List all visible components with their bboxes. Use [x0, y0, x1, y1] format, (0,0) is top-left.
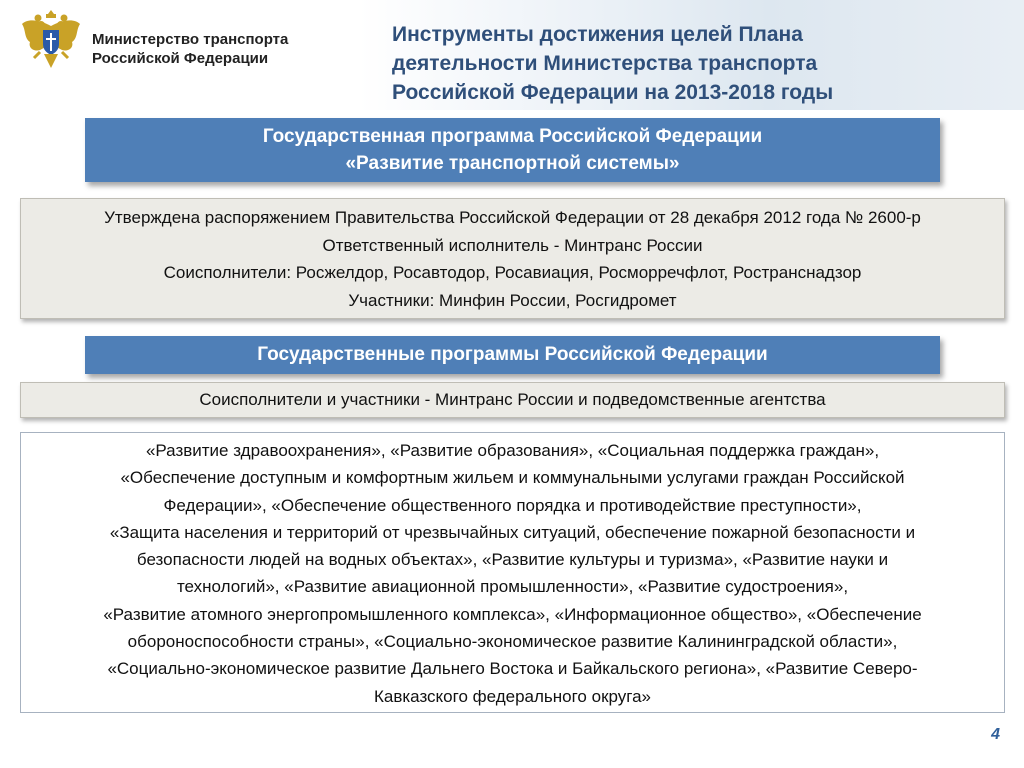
state-programs-banner: Государственные программы Российской Федерации	[85, 336, 940, 374]
state-programs-participants-box: Соисполнители и участники - Минтранс России и подведомственные агентства	[20, 382, 1005, 418]
programs-list-line: технологий», «Развитие авиационной промышленности», «Развитие судостроения»,	[176, 577, 849, 597]
programs-list-line: «Защита населения и территорий от чрезвычайных ситуаций, обеспечение пожарной безопасности и	[109, 522, 916, 542]
programs-list-line: обороноспособности страны», «Социально-экономическое развитие Калининградской области»,	[127, 632, 898, 652]
programs-list-box	[20, 432, 1005, 713]
programs-list-line: «Развитие здравоохранения», «Развитие образования», «Социальная поддержка граждан»,	[145, 441, 880, 460]
state-program-info-box	[20, 198, 1005, 319]
programs-list-line: безопасности людей на водных объектах», «Развитие культуры и туризма», «Развитие науки и	[136, 550, 889, 570]
state-program-banner-line: Государственная программа Российской Федерации	[262, 126, 763, 147]
participants-line: Участники: Минфин России, Росгидромет	[348, 290, 677, 310]
responsible-executor-line: Ответственный исполнитель - Минтранс России	[322, 235, 703, 255]
state-program-banner	[85, 118, 940, 182]
page-number: 4	[991, 726, 1000, 743]
programs-list-line: Федерации», «Обеспечение общественного порядка и противодействие преступности»,	[163, 495, 862, 515]
programs-list-line: Кавказского федерального округа»	[373, 686, 652, 706]
ministry-name	[92, 30, 288, 68]
programs-list-line: «Социально-экономическое развитие Дальнего Востока и Байкальского региона», «Развитие Северо-	[107, 659, 918, 679]
slide-title-line: Российской Федерации на 2013-2018 годы	[392, 81, 834, 104]
slide-title	[392, 20, 1002, 107]
slide-title-line: деятельности Министерства транспорта	[392, 52, 818, 75]
ministry-name-line: Министерство транспорта	[92, 31, 289, 48]
slide-title-line: Инструменты достижения целей Плана	[392, 23, 803, 46]
programs-list-line: «Обеспечение доступным и комфортным жильем и коммунальными услугами граждан Российской	[120, 468, 905, 488]
state-program-banner-line: «Развитие транспортной системы»	[345, 153, 680, 174]
ministry-name-line: Российской Федерации	[92, 50, 269, 67]
co-executors-line: Соисполнители: Росжелдор, Росавтодор, Росавиация, Росморречфлот, Ространснадзор	[163, 263, 862, 282]
approval-line: Утверждена распоряжением Правительства Российской Федерации от 28 декабря 2012 года № 2600-р	[104, 208, 921, 227]
programs-list-line: «Развитие атомного энергопромышленного комплекса», «Информационное общество», «Обеспечение	[103, 604, 922, 624]
double-headed-eagle-emblem-icon	[20, 8, 82, 74]
